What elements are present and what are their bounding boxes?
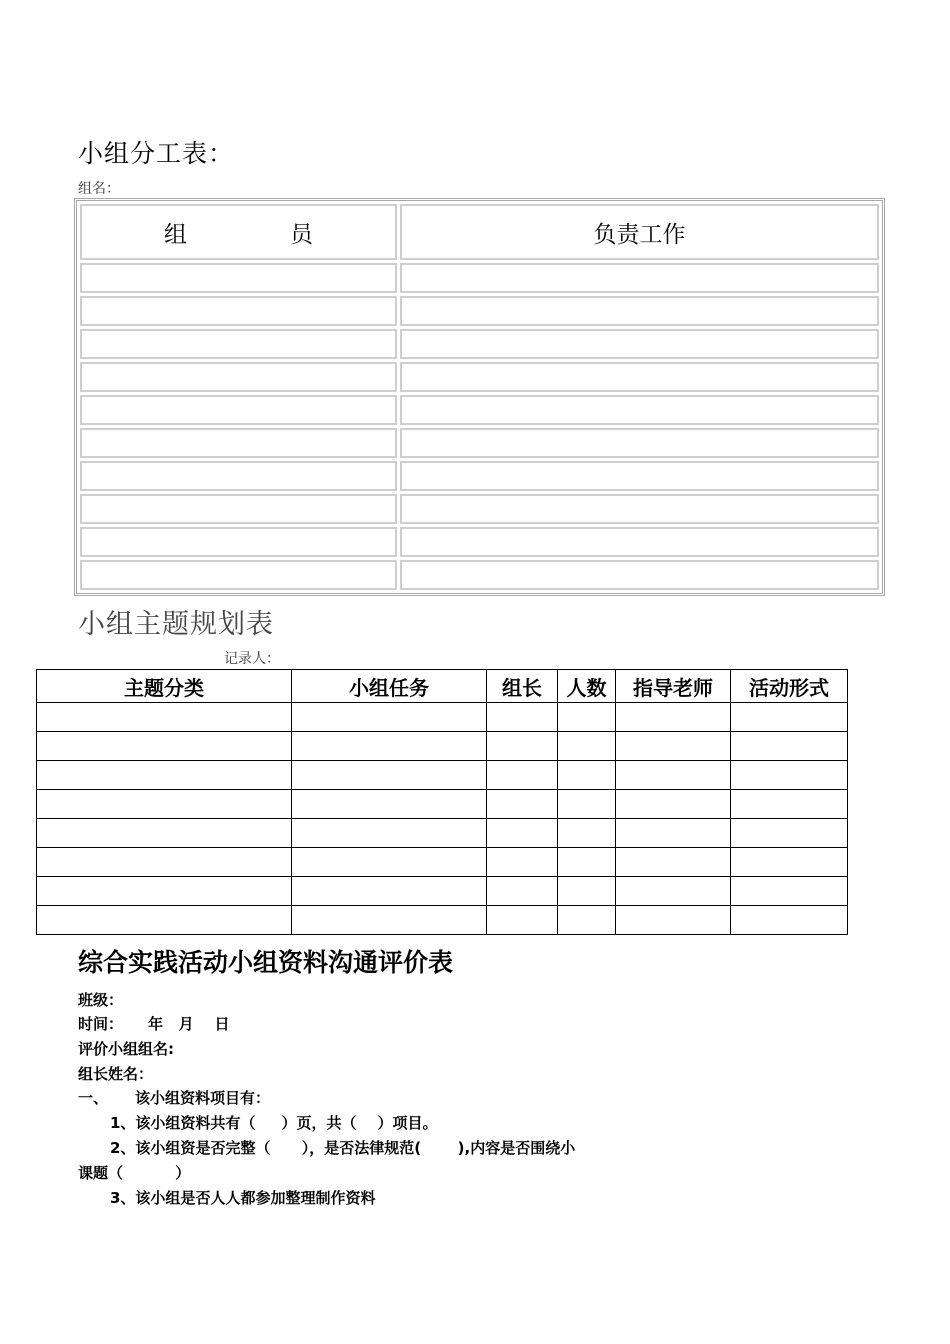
table-row: [37, 819, 848, 848]
work-cell[interactable]: [400, 560, 879, 590]
theme-category-cell[interactable]: [37, 877, 292, 906]
member-cell[interactable]: [80, 296, 397, 326]
activity-form-cell[interactable]: [731, 732, 848, 761]
headcount-cell[interactable]: [558, 761, 616, 790]
member-cell[interactable]: [80, 329, 397, 359]
headcount-cell[interactable]: [558, 732, 616, 761]
advisor-cell[interactable]: [616, 790, 731, 819]
table-row: [80, 395, 879, 425]
headcount-cell[interactable]: [558, 848, 616, 877]
headcount-cell[interactable]: [558, 906, 616, 935]
leader-cell[interactable]: [487, 906, 558, 935]
leader-cell[interactable]: [487, 703, 558, 732]
headcount-cell[interactable]: [558, 790, 616, 819]
advisor-cell[interactable]: [616, 877, 731, 906]
advisor-cell[interactable]: [616, 703, 731, 732]
work-cell[interactable]: [400, 527, 879, 557]
group-task-cell[interactable]: [292, 848, 487, 877]
member-cell[interactable]: [80, 263, 397, 293]
table-row: [80, 527, 879, 557]
eval-group-name-label: 评价小组组名:: [78, 1040, 174, 1058]
advisor-cell[interactable]: [616, 761, 731, 790]
work-cell[interactable]: [400, 362, 879, 392]
division-table-body: [80, 263, 879, 590]
question-3: 3、该小组是否人人都参加整理制作资料: [110, 1189, 376, 1207]
recorder-label: 记录人：: [224, 651, 280, 667]
group-task-cell[interactable]: [292, 732, 487, 761]
evaluation-form-title: 综合实践活动小组资料沟通评价表: [78, 948, 454, 977]
group-task-cell[interactable]: [292, 819, 487, 848]
division-table-title: 小组分工表：: [78, 139, 235, 168]
advisor-cell[interactable]: [616, 906, 731, 935]
member-cell[interactable]: [80, 494, 397, 524]
division-of-labor-table: [74, 198, 885, 596]
theme-plan-title: 小组主题规划表: [78, 609, 274, 640]
leader-cell[interactable]: [487, 761, 558, 790]
time-label: 时间：: [78, 1015, 124, 1033]
work-column-header: 负责工作: [400, 204, 879, 260]
headcount-cell[interactable]: [558, 703, 616, 732]
theme-category-cell[interactable]: [37, 761, 292, 790]
work-cell[interactable]: [400, 461, 879, 491]
item1-text: 该小组资料项目有：: [135, 1089, 271, 1107]
group-task-cell[interactable]: [292, 761, 487, 790]
activity-form-cell[interactable]: [731, 703, 848, 732]
advisor-cell[interactable]: [616, 819, 731, 848]
member-cell[interactable]: [80, 395, 397, 425]
activity-form-cell[interactable]: [731, 877, 848, 906]
advisor-cell[interactable]: [616, 848, 731, 877]
work-cell[interactable]: [400, 494, 879, 524]
theme-category-cell[interactable]: [37, 732, 292, 761]
theme-plan-table-body: [37, 703, 848, 935]
group-task-cell[interactable]: [292, 703, 487, 732]
theme-category-header: 主题分类: [37, 670, 292, 703]
table-row: [80, 560, 879, 590]
advisor-cell[interactable]: [616, 732, 731, 761]
member-cell[interactable]: [80, 362, 397, 392]
item1-number: 一、: [78, 1089, 109, 1107]
theme-category-cell[interactable]: [37, 819, 292, 848]
activity-form-cell[interactable]: [731, 848, 848, 877]
headcount-cell[interactable]: [558, 819, 616, 848]
activity-form-cell[interactable]: [731, 761, 848, 790]
table-row: [37, 877, 848, 906]
date-field: 年 月 日: [148, 1015, 230, 1033]
table-header-row: [37, 670, 848, 703]
table-row: [37, 790, 848, 819]
table-header-row: [80, 204, 879, 260]
theme-plan-table: [36, 669, 848, 935]
member-header-char-1: 组: [164, 221, 187, 248]
group-task-cell[interactable]: [292, 877, 487, 906]
work-cell[interactable]: [400, 329, 879, 359]
advisor-header: 指导老师: [616, 670, 731, 703]
theme-category-cell[interactable]: [37, 790, 292, 819]
activity-form-cell[interactable]: [731, 906, 848, 935]
table-row: [37, 761, 848, 790]
table-row: [80, 461, 879, 491]
group-name-label: 组名：: [78, 181, 120, 197]
table-row: [37, 906, 848, 935]
question-2-continued: 课题（ ）: [78, 1164, 191, 1182]
member-column-header: [80, 204, 397, 260]
table-row: [80, 428, 879, 458]
leader-cell[interactable]: [487, 877, 558, 906]
group-task-cell[interactable]: [292, 906, 487, 935]
activity-form-cell[interactable]: [731, 790, 848, 819]
headcount-header: 人数: [558, 670, 616, 703]
table-row: [37, 703, 848, 732]
table-row: [80, 362, 879, 392]
table-row: [80, 263, 879, 293]
member-cell[interactable]: [80, 428, 397, 458]
member-header-char-2: 员: [290, 221, 313, 248]
table-row: [80, 329, 879, 359]
class-label: 班级：: [78, 991, 124, 1009]
work-cell[interactable]: [400, 395, 879, 425]
question-2: 2、该小组资是否完整（ ），是否法律规范( ),内容是否围绕小: [110, 1139, 576, 1157]
question-1: 1、该小组资料共有（ ）页，共（ ）项目。: [110, 1114, 438, 1132]
member-cell[interactable]: [80, 461, 397, 491]
leader-cell[interactable]: [487, 790, 558, 819]
leader-header: 组长: [487, 670, 558, 703]
table-row: [37, 732, 848, 761]
work-cell[interactable]: [400, 428, 879, 458]
group-task-header: 小组任务: [292, 670, 487, 703]
table-row: [80, 296, 879, 326]
leader-name-label: 组长姓名：: [78, 1065, 154, 1083]
headcount-cell[interactable]: [558, 877, 616, 906]
table-row: [80, 494, 879, 524]
theme-category-cell[interactable]: [37, 906, 292, 935]
member-cell[interactable]: [80, 527, 397, 557]
leader-cell[interactable]: [487, 819, 558, 848]
group-task-cell[interactable]: [292, 790, 487, 819]
theme-category-cell[interactable]: [37, 703, 292, 732]
member-cell[interactable]: [80, 560, 397, 590]
work-cell[interactable]: [400, 296, 879, 326]
activity-form-cell[interactable]: [731, 819, 848, 848]
leader-cell[interactable]: [487, 848, 558, 877]
table-row: [37, 848, 848, 877]
activity-form-header: 活动形式: [731, 670, 848, 703]
theme-category-cell[interactable]: [37, 848, 292, 877]
work-cell[interactable]: [400, 263, 879, 293]
leader-cell[interactable]: [487, 732, 558, 761]
